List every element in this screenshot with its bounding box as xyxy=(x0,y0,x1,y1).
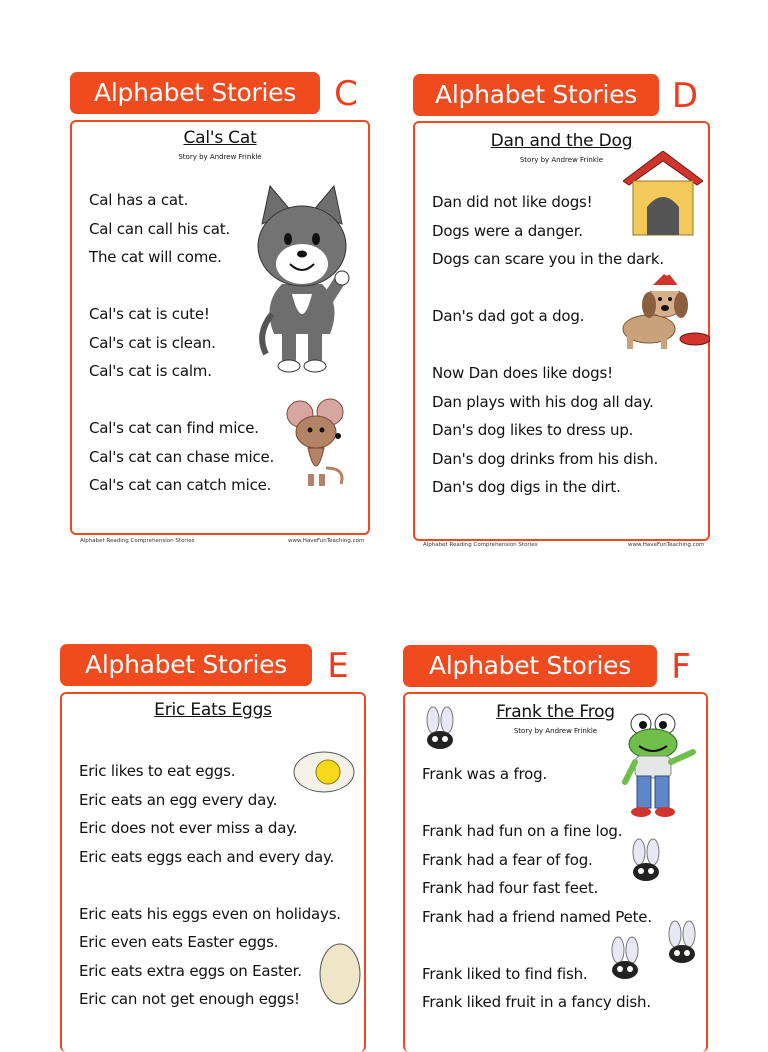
story-title: Frank the Frog xyxy=(496,702,615,722)
story-title: Dan and the Dog xyxy=(490,131,633,151)
doghouse-illustration xyxy=(623,151,703,237)
cat-illustration xyxy=(252,184,352,376)
story-line: Dan did not like dogs! xyxy=(432,193,593,211)
story-panel xyxy=(403,692,708,1052)
story-line: Cal's cat can chase mice. xyxy=(89,447,275,466)
story-line: Eric eats an egg every day. xyxy=(79,790,278,809)
story-line: Eric even eats Easter eggs. xyxy=(79,933,279,951)
story-line: Dan's dad got a dog. xyxy=(432,307,585,325)
story-line: Dan plays with his dog all day. xyxy=(432,392,654,411)
card-header: Alphabet Stories xyxy=(70,72,320,114)
card-header: Alphabet Stories xyxy=(403,645,657,687)
story-line: Eric eats his eggs even on holidays. xyxy=(79,904,341,923)
story-line: Eric eats extra eggs on Easter. xyxy=(79,961,302,980)
card-letter: D xyxy=(671,76,699,116)
story-line: Frank had a fear of fog. xyxy=(422,850,593,869)
story-line-gap xyxy=(89,386,274,415)
story-card-f xyxy=(403,645,713,1024)
egg-illustration xyxy=(318,940,362,1006)
story-line: Cal's cat is calm. xyxy=(89,362,212,380)
story-line: The cat will come. xyxy=(89,248,222,266)
story-line: Cal has a cat. xyxy=(89,191,189,209)
story-card-d xyxy=(413,74,723,554)
story-line: Cal's cat can catch mice. xyxy=(89,476,272,494)
story-panel xyxy=(70,120,370,535)
story-byline: Story by Andrew Frinkle xyxy=(513,727,598,735)
story-line: Frank liked fruit in a fancy dish. xyxy=(422,993,651,1011)
story-line: Cal's cat can find mice. xyxy=(89,419,259,437)
story-panel xyxy=(413,121,710,541)
story-line-gap xyxy=(79,871,341,900)
story-line: Frank was a frog. xyxy=(422,765,548,783)
story-lines xyxy=(89,186,274,500)
story-line: Frank had fun on a fine log. xyxy=(422,822,623,840)
story-line: Eric does not ever miss a day. xyxy=(79,819,298,837)
footer-right: www.HaveFunTeaching.com xyxy=(628,542,705,548)
footer-right: www.HaveFunTeaching.com xyxy=(288,538,365,544)
card-letter: E xyxy=(327,646,349,686)
story-line: Cal's cat is cute! xyxy=(89,305,210,323)
story-card-c xyxy=(70,72,380,552)
story-title: Eric Eats Eggs xyxy=(154,700,272,720)
story-line: Frank had a friend named Pete. xyxy=(422,907,652,926)
footer-left: Alphabet Reading Comprehension Stories xyxy=(423,542,538,548)
card-letter: C xyxy=(334,74,358,114)
fly-icon xyxy=(629,838,663,884)
fly-icon xyxy=(665,920,699,966)
story-line: Eric can not get enough eggs! xyxy=(79,990,300,1008)
story-line-gap xyxy=(89,272,274,301)
fly-icon xyxy=(423,706,457,752)
card-header: Alphabet Stories xyxy=(60,644,312,686)
story-byline: Story by Andrew Frinkle xyxy=(178,153,262,161)
story-line: Dogs were a danger. xyxy=(432,221,583,240)
story-line: Cal's cat is clean. xyxy=(89,333,216,352)
story-line: Dan's dog drinks from his dish. xyxy=(432,449,659,468)
story-line: Frank liked to find fish. xyxy=(422,964,588,983)
story-line: Dan's dog digs in the dirt. xyxy=(432,478,621,496)
story-line: Dogs can scare you in the dark. xyxy=(432,250,664,268)
story-line-gap xyxy=(422,789,652,818)
story-line: Dan's dog likes to dress up. xyxy=(432,421,634,439)
footer-left: Alphabet Reading Comprehension Stories xyxy=(80,538,195,544)
dog-illustration xyxy=(615,271,710,353)
card-header: Alphabet Stories xyxy=(413,74,659,116)
story-line: Eric likes to eat eggs. xyxy=(79,762,236,780)
frog-illustration xyxy=(619,712,701,820)
story-line: Now Dan does like dogs! xyxy=(432,364,613,382)
story-card-e xyxy=(60,644,370,1024)
mouse-illustration xyxy=(286,398,356,490)
story-title: Cal's Cat xyxy=(183,128,257,148)
fly-icon xyxy=(608,936,642,982)
story-lines xyxy=(79,757,341,1014)
card-letter: F xyxy=(671,647,691,687)
story-line: Eric eats eggs each and every day. xyxy=(79,847,335,866)
story-byline: Story by Andrew Frinkle xyxy=(519,156,604,164)
story-panel xyxy=(60,692,366,1052)
story-line: Frank had four fast feet. xyxy=(422,879,599,897)
fried-egg-illustration xyxy=(292,750,356,794)
story-line: Cal can call his cat. xyxy=(89,219,231,238)
